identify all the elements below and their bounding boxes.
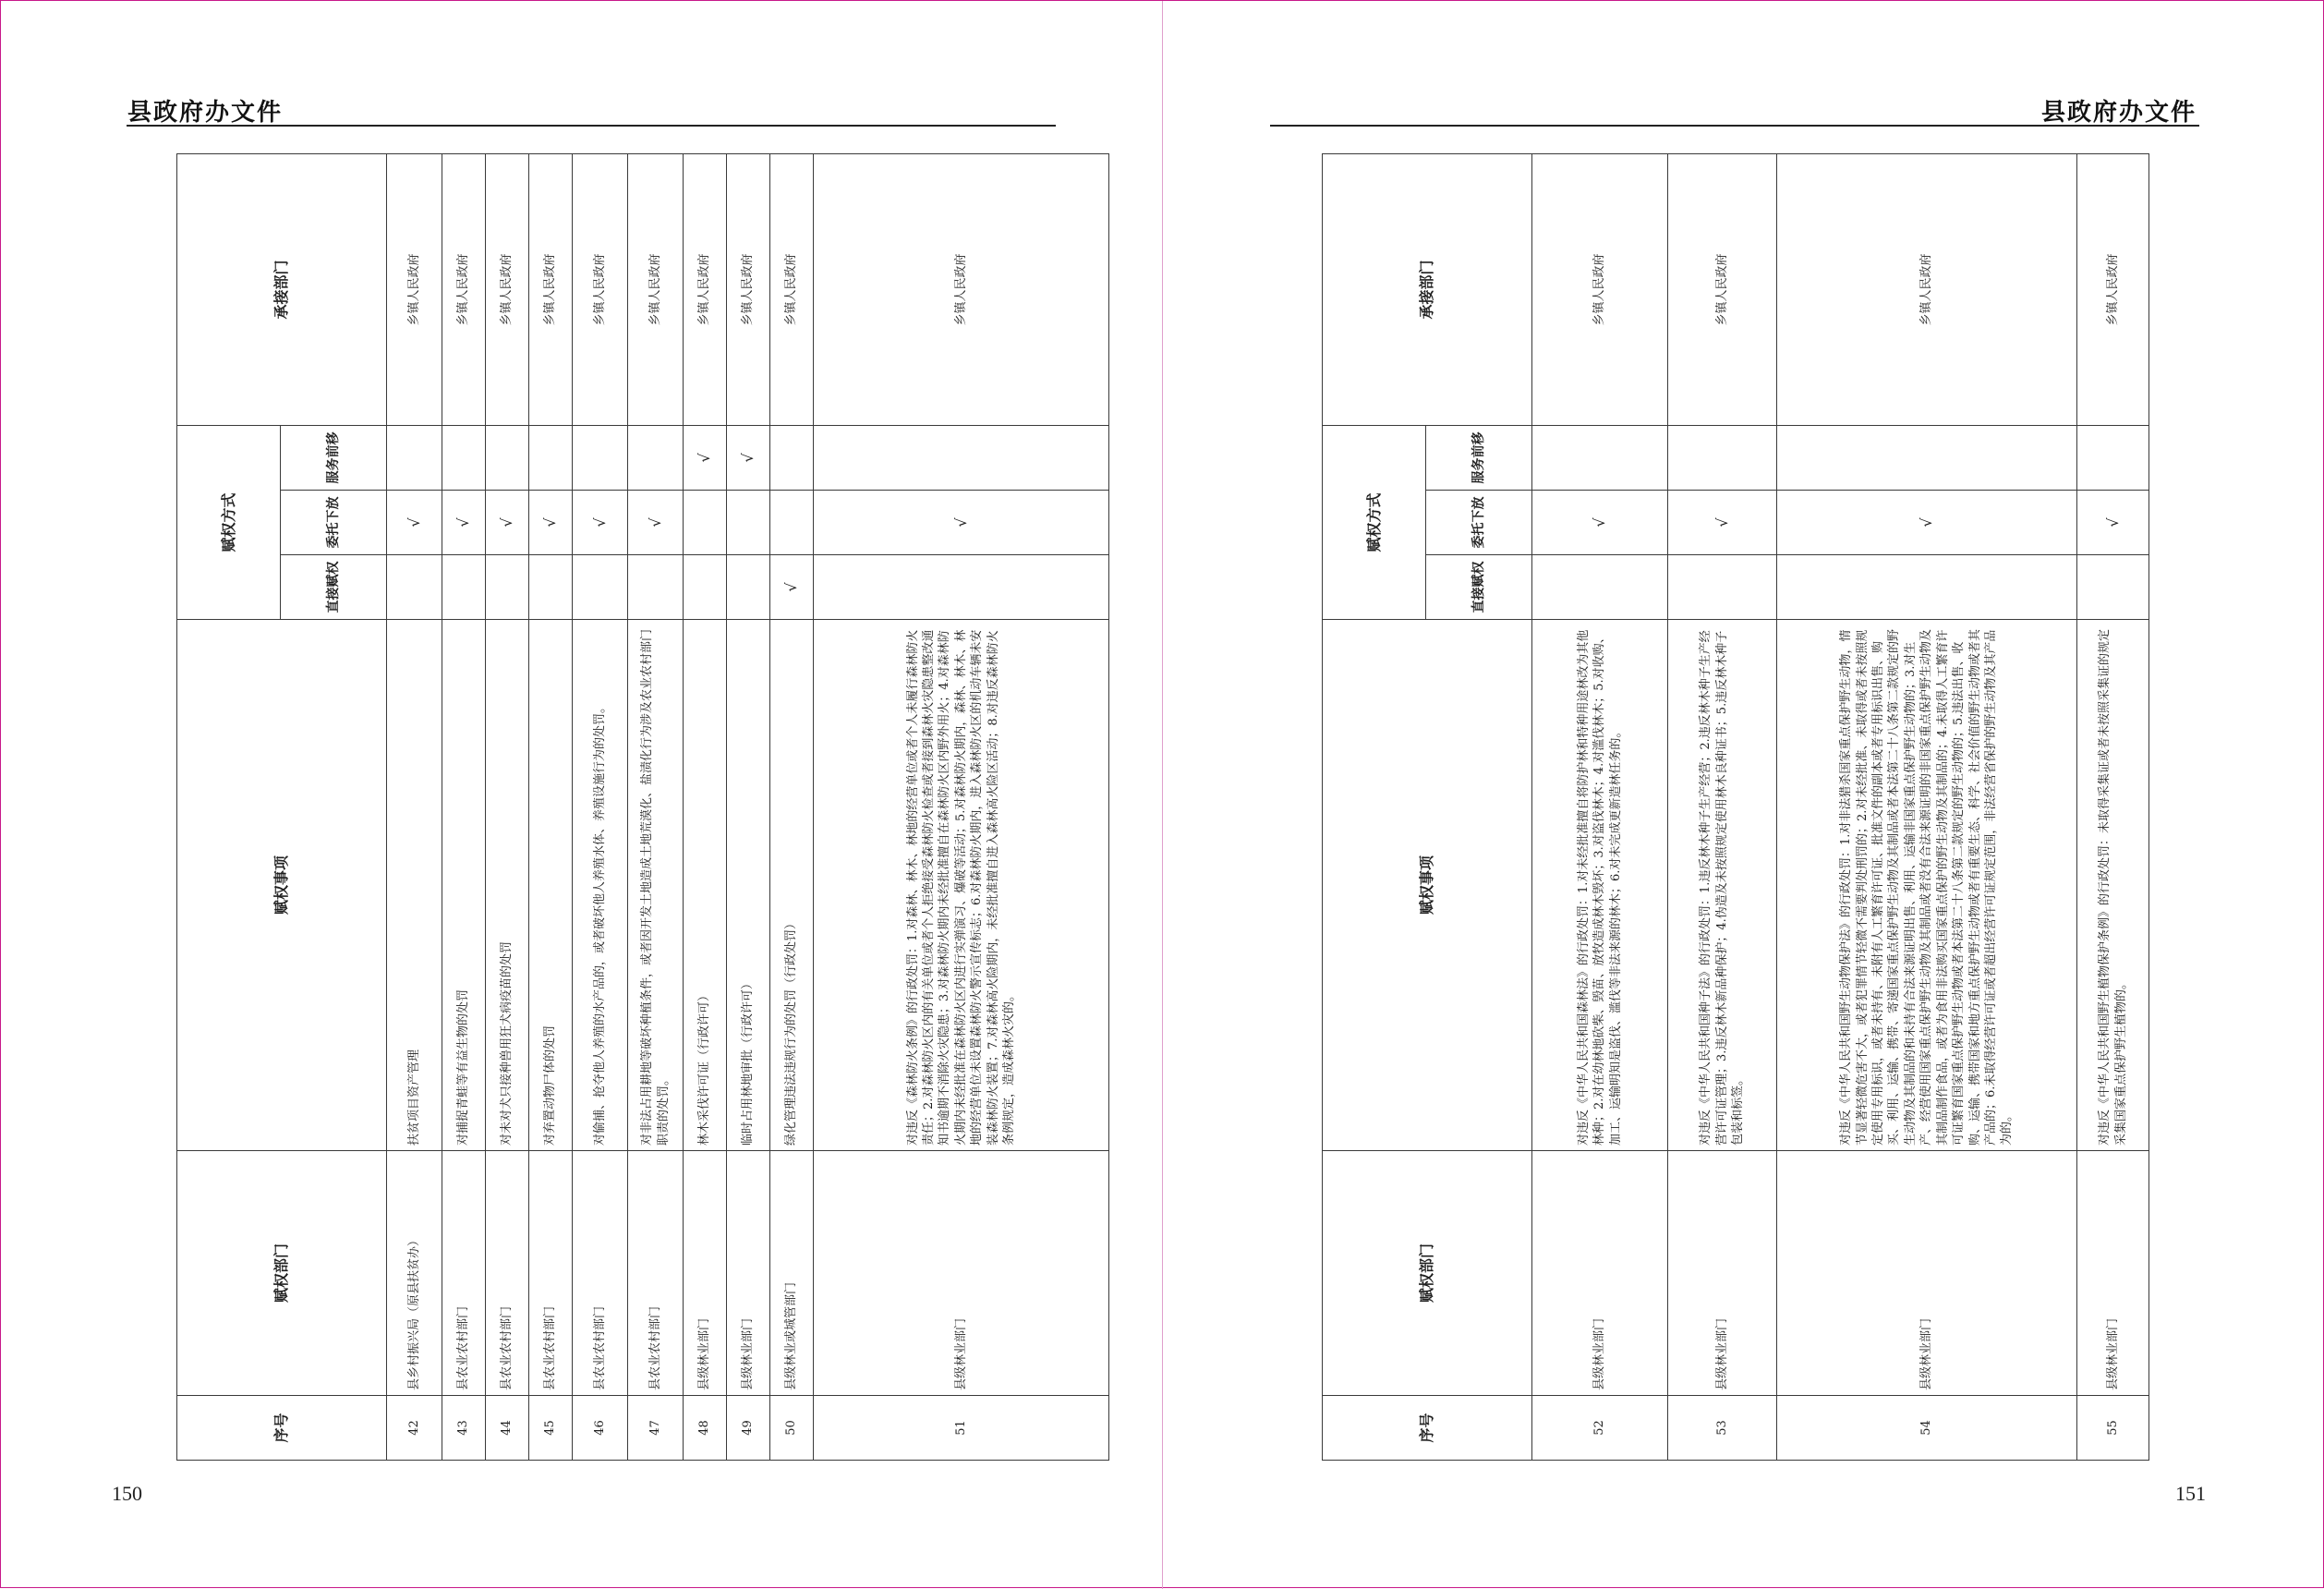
row-department: 县农业农村部门: [442, 1151, 486, 1396]
check-icon: √: [1668, 491, 1777, 555]
check-icon: √: [1777, 491, 2077, 555]
header-method: 赋权方式: [177, 425, 281, 619]
check-icon: [1532, 425, 1668, 490]
row-receiver: 乡镇人民政府: [684, 153, 727, 425]
row-seq: 50: [770, 1396, 814, 1461]
row-item: 林木采伐许可证（行政许可）: [684, 620, 727, 1151]
row-receiver: 乡镇人民政府: [1532, 153, 1668, 425]
header-method: 赋权方式: [1323, 425, 1426, 619]
row-department: 县农业农村部门: [628, 1151, 684, 1396]
row-receiver: 乡镇人民政府: [1668, 153, 1777, 425]
row-seq: 47: [628, 1396, 684, 1461]
row-receiver: 乡镇人民政府: [727, 153, 770, 425]
row-seq: 43: [442, 1396, 486, 1461]
check-icon: [1532, 555, 1668, 620]
check-icon: √: [442, 491, 486, 555]
check-icon: [770, 491, 814, 555]
table-row: [628, 153, 684, 1460]
header-receiver: 承接部门: [177, 153, 387, 425]
header-rule: [1270, 125, 2199, 127]
row-item: 对违反《森林防火条例》的行政处罚：1.对森林、林木、林地的经营单位或者个人未履行森林防火责任；2.对森林防火区内的有关单位或者个人拒绝接受森林防火检查或者接到森林火灾隐患整改通知书逾期不消除火灾隐患；3.对森林防火期内未经批准擅自在森林防火区内野外用火；4.对森林防火期内未经批准在森林防火区内进行实弹演习、爆破等活动；5.对森林防火期内，森林、林木、林地的经营单位未设置森林防火警示宣传标志；6.对森林防火期内，进入森林防火区的机动车辆未安装森林防火装置；7.对森林高火险期内，未经批准擅自进入森林高火险区活动；8.对违反森林防火条例规定，造成森林火灾的。: [814, 620, 1109, 1151]
check-icon: √: [814, 491, 1109, 555]
header-seq: 序号: [177, 1396, 387, 1461]
check-icon: [1668, 555, 1777, 620]
check-icon: [1777, 425, 2077, 490]
row-receiver: 乡镇人民政府: [387, 153, 442, 425]
check-icon: √: [628, 491, 684, 555]
check-icon: √: [387, 491, 442, 555]
row-item: 对违反《中华人民共和国野生动物保护法》的行政处罚：1.对非法猎杀国家重点保护野生动物，情节显著轻微危害不大，或者犯罪情节轻微不需要判处刑罚的；2.对未经批准、未取得或者未按照规定使用专用标识，或者未持有、未附有人工繁育许可证、批准文件的副本或者专用标识出售、购买、利用、运输、携带、寄递国家重点保护野生动物及其制品或者本法第二十八条第二款规定的野生动物及其制品的和未持有合法来源证明出售、利用、运输非国家重点保护野生动物的；3.对生产、经营使用国家重点保护野生动物及其制品或者没有合法来源证明的非国家重点保护野生动物及其制品制作食品，或者为食用非法购买国家重点保护的野生动物及其制品的；4.未取得人工繁育许可证繁育国家重点保护野生动物或者本法第二十八条第二款规定的野生动物的；5.违法出售、收购、运输、携带国家和地方重点保护野生动物或者有重要生态、科学、社会价值的野生动物或者其产品的；6.未取得经营许可证或者超出经营许可证规定范围，非法经营省保护的野生动物及其产品为的。: [1777, 620, 2077, 1151]
check-icon: [529, 555, 573, 620]
row-receiver: 乡镇人民政府: [442, 153, 486, 425]
header-department: 赋权部门: [1323, 1151, 1532, 1396]
row-item: 对非法占用耕地等破坏种植条件，或者因开发土地造成土地荒漠化、盐渍化行为涉及农业农村部门职责的处罚。: [628, 620, 684, 1151]
row-department: 县农业农村部门: [529, 1151, 573, 1396]
check-icon: √: [727, 425, 770, 490]
table-row: [442, 153, 486, 1460]
row-seq: 48: [684, 1396, 727, 1461]
check-icon: [2077, 555, 2149, 620]
left-table-wrapper: [176, 154, 1017, 1461]
page-gutter: [1162, 1, 1163, 1589]
header-entrust: 委托下放: [281, 491, 387, 555]
row-seq: 54: [1777, 1396, 2077, 1461]
row-department: 县乡村振兴局（原县扶贫办）: [387, 1151, 442, 1396]
row-item: 对违反《中华人民共和国种子法》的行政处罚：1.违反林木种子生产经营；2.违反林木种子生产经营许可证管理；3.违反林木新品种保护；4.伪造及未按照规定使用林木良种证书；5.违反林木种子包装和标签。: [1668, 620, 1777, 1151]
row-seq: 51: [814, 1396, 1109, 1461]
table-row: [770, 153, 814, 1460]
row-department: 县级林业部门: [684, 1151, 727, 1396]
row-seq: 45: [529, 1396, 573, 1461]
row-receiver: 乡镇人民政府: [486, 153, 529, 425]
page-header-title: 县政府办文件: [2040, 99, 2197, 127]
table-row: [486, 153, 529, 1460]
check-icon: √: [486, 491, 529, 555]
check-icon: √: [684, 425, 727, 490]
table-row: [727, 153, 770, 1460]
check-icon: [684, 491, 727, 555]
header-receiver: 承接部门: [1323, 153, 1532, 425]
row-seq: 42: [387, 1396, 442, 1461]
row-department: 县级林业部门: [2077, 1151, 2149, 1396]
row-seq: 55: [2077, 1396, 2149, 1461]
empowerment-table: [176, 153, 1109, 1461]
table-row: [1532, 153, 1668, 1460]
header-department: 赋权部门: [177, 1151, 387, 1396]
table-row: [2077, 153, 2149, 1460]
header-item: 赋权事项: [1323, 620, 1532, 1151]
row-department: 县级林业部门: [1777, 1151, 2077, 1396]
header-rule: [127, 125, 1056, 127]
check-icon: [573, 555, 628, 620]
check-icon: [486, 555, 529, 620]
check-icon: [573, 425, 628, 490]
header-entrust: 委托下放: [1426, 491, 1532, 555]
row-department: 县级林业部门: [814, 1151, 1109, 1396]
check-icon: [529, 425, 573, 490]
row-seq: 44: [486, 1396, 529, 1461]
table-row: [1777, 153, 2077, 1460]
row-receiver: 乡镇人民政府: [770, 153, 814, 425]
header-service: 服务前移: [1426, 425, 1532, 490]
table-row: [684, 153, 727, 1460]
check-icon: [1777, 555, 2077, 620]
row-receiver: 乡镇人民政府: [1777, 153, 2077, 425]
check-icon: [814, 425, 1109, 490]
row-department: 县级林业部门: [1668, 1151, 1777, 1396]
row-department: 县级林业部门: [1532, 1151, 1668, 1396]
empowerment-table: [1322, 153, 2149, 1461]
header-service: 服务前移: [281, 425, 387, 490]
check-icon: [1668, 425, 1777, 490]
header-direct: 直接赋权: [281, 555, 387, 620]
right-table-wrapper: [1322, 154, 2149, 1461]
row-department: 县级林业部门: [727, 1151, 770, 1396]
check-icon: [684, 555, 727, 620]
check-icon: [486, 425, 529, 490]
header-direct: 直接赋权: [1426, 555, 1532, 620]
table-row: [814, 153, 1109, 1460]
row-receiver: 乡镇人民政府: [529, 153, 573, 425]
row-department: 县农业农村部门: [573, 1151, 628, 1396]
row-receiver: 乡镇人民政府: [814, 153, 1109, 425]
row-seq: 49: [727, 1396, 770, 1461]
table-row: [573, 153, 628, 1460]
page-number: 150: [112, 1482, 142, 1505]
check-icon: [814, 555, 1109, 620]
check-icon: [387, 555, 442, 620]
check-icon: [387, 425, 442, 490]
row-item: 对弃置动物尸体的处罚: [529, 620, 573, 1151]
row-item: 对未对犬只接种兽用狂犬病疫苗的处罚: [486, 620, 529, 1151]
check-icon: [442, 425, 486, 490]
check-icon: [727, 555, 770, 620]
row-receiver: 乡镇人民政府: [573, 153, 628, 425]
check-icon: [628, 425, 684, 490]
check-icon: √: [573, 491, 628, 555]
check-icon: √: [770, 555, 814, 620]
header-seq: 序号: [1323, 1396, 1532, 1461]
row-item: 对违反《中华人民共和国森林法》的行政处罚：1.对未经批准擅自将防护林和特种用途林改为其他林种；2.对在幼林地砍柴、毁苗、放牧造成林木毁坏；3.对盗伐林木；4.对滥伐林木；5.对收购、加工、运输明知是盗伐、滥伐等非法来源的林木；6.对未完成更新造林任务的。: [1532, 620, 1668, 1151]
header-item: 赋权事项: [177, 620, 387, 1151]
row-item: 对违反《中华人民共和国野生植物保护条例》的行政处罚：未取得采集证或者未按照采集证的规定采集国家重点保护野生植物的。: [2077, 620, 2149, 1151]
check-icon: √: [2077, 491, 2149, 555]
row-seq: 46: [573, 1396, 628, 1461]
row-seq: 52: [1532, 1396, 1668, 1461]
page-header-title: 县政府办文件: [127, 99, 284, 127]
row-seq: 53: [1668, 1396, 1777, 1461]
check-icon: [727, 491, 770, 555]
check-icon: [442, 555, 486, 620]
row-item: 临时占用林地审批（行政许可）: [727, 620, 770, 1151]
table-row: [387, 153, 442, 1460]
row-department: 县级林业或城管部门: [770, 1151, 814, 1396]
check-icon: [2077, 425, 2149, 490]
row-receiver: 乡镇人民政府: [628, 153, 684, 425]
row-item: 对捕捉青蛙等有益生物的处罚: [442, 620, 486, 1151]
row-item: 扶贫项目资产管理: [387, 620, 442, 1151]
table-row: [1668, 153, 1777, 1460]
page-number: 151: [2175, 1482, 2206, 1505]
check-icon: √: [529, 491, 573, 555]
check-icon: [770, 425, 814, 490]
check-icon: √: [1532, 491, 1668, 555]
row-item: 绿化管理违法违规行为的处罚（行政处罚）: [770, 620, 814, 1151]
check-icon: [628, 555, 684, 620]
row-department: 县农业农村部门: [486, 1151, 529, 1396]
table-row: [529, 153, 573, 1460]
row-receiver: 乡镇人民政府: [2077, 153, 2149, 425]
row-item: 对偷捕、抢夺他人养殖的水产品的，或者破坏他人养殖水体、养殖设施行为的处罚。: [573, 620, 628, 1151]
